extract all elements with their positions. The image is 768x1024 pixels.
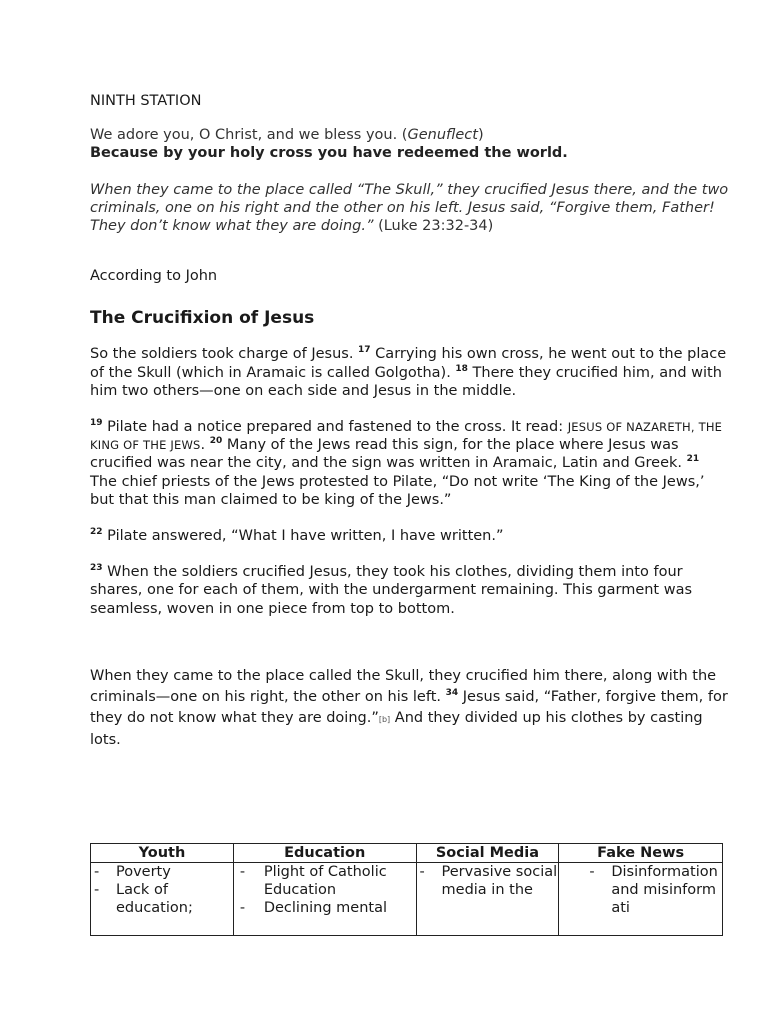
verse-number: 20 (209, 436, 223, 447)
verse-number: 21 (686, 454, 700, 465)
luke-text: When they came to the place called the Skull, they crucified him there, along with the criminals—one on his right, the other on his left. (90, 667, 717, 705)
gospel-text: Many of the Jews read this sign, for the place where Jesus was crucified was near the city, and the sign was written in Aramaic, Latin and Greek. (90, 437, 687, 472)
gospel-paragraph-1 (90, 345, 730, 400)
acclamation-line (90, 126, 730, 144)
luke-text: And they divided up his clothes by casting lots. (90, 709, 703, 748)
list-item: - Disinformation and misinformati (559, 863, 722, 917)
themes-table (90, 843, 723, 936)
acclamation-close: ) (477, 127, 484, 144)
gospel-text: The chief priests of the Jews protested to Pilate, “Do not write ‘The King of the Jews,’ but that this man claimed to be king of the Jews.” (90, 473, 705, 508)
table-header-row (91, 844, 723, 863)
fake-news-cell (559, 863, 723, 936)
column-header-fake-news: Fake News (559, 844, 723, 863)
section-heading: The Crucifixion of Jesus (90, 308, 315, 329)
education-cell (233, 863, 416, 936)
gospel-text: Pilate answered, “What I have written, I have written.” (102, 528, 504, 545)
station-title: NINTH STATION (90, 93, 202, 109)
gospel-paragraph-2 (90, 418, 730, 509)
verse-number: 22 (90, 527, 103, 538)
column-header-youth: Youth (91, 844, 234, 863)
table-row (91, 863, 723, 936)
list-item: - Declining mental (234, 899, 416, 917)
list-item: - Pervasive social media in the (417, 863, 559, 899)
document-page (90, 92, 730, 751)
list-item: - Plight of Catholic Education (234, 863, 416, 899)
scripture-quote-text: When they came to the place called “The Skull,” they crucified Jesus there, and the two criminals, one on his right and the other on his left. Jesus said, “Forgive them, Father! They don’t know what they are doing.” (90, 181, 729, 235)
acclamation-text: We adore you, O Christ, and we bless you. ( (90, 127, 408, 144)
verse-number: 34 (445, 688, 459, 699)
gospel-text: . (200, 437, 210, 454)
column-header-social-media: Social Media (416, 844, 559, 863)
gospel-text: So the soldiers took charge of Jesus. (90, 346, 359, 363)
luke-text: Jesus said, “Father, forgive them, for they do not know what they are doing.” (90, 688, 728, 726)
footnote-link[interactable]: [b] (378, 714, 391, 724)
according-to-label: According to John (90, 268, 218, 285)
luke-passage (90, 666, 730, 751)
rubric-text: Genuflect (407, 127, 478, 144)
gospel-text: Pilate had a notice prepared and fastened to the cross. It read: (102, 419, 568, 436)
acclamation-response: Because by your holy cross you have redeemed the world. (90, 145, 568, 162)
gospel-paragraph-4 (90, 563, 730, 618)
verse-number: 18 (455, 363, 468, 374)
column-header-education: Education (233, 844, 416, 863)
gospel-text: Carrying his own cross, he went out to the place of the Skull (which in Aramaic is called Golgotha). (90, 346, 727, 381)
verse-number: 19 (90, 418, 103, 429)
verse-number: 23 (90, 563, 103, 574)
scripture-quote (90, 181, 730, 236)
social-media-cell (416, 863, 559, 936)
gospel-paragraph-3 (90, 527, 730, 545)
cross-sign-text: JESUS OF NAZARETH, THE KING OF THE JEWS (90, 420, 723, 453)
youth-cell (91, 863, 234, 936)
scripture-reference: (Luke 23:32-34) (373, 218, 494, 235)
gospel-text: There they crucified him, and with him two others—one on each side and Jesus in the middle. (90, 364, 722, 399)
verse-number: 17 (358, 345, 371, 356)
list-item: - Poverty (91, 863, 233, 881)
gospel-text: When the soldiers crucified Jesus, they took his clothes, dividing them into four shares, one for each of them, with the undergarment remaining. This garment was seamless, woven in one piece from top to bottom. (90, 564, 693, 617)
list-item: - Lack of education; (91, 881, 233, 917)
